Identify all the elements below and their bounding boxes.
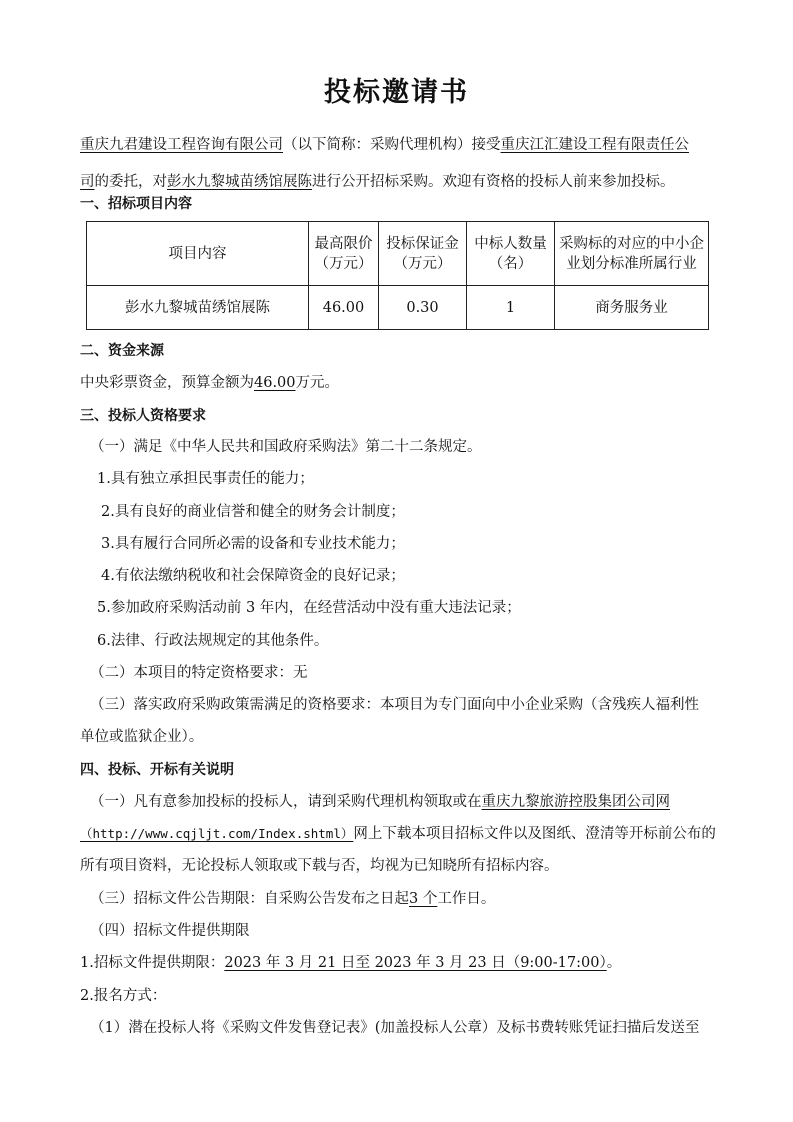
- funding-line: [80, 373, 339, 393]
- qualification-sub-2: （二）本项目的特定资格要求：无: [90, 665, 308, 681]
- announcement-period-line: [90, 889, 495, 909]
- registration-method-heading: 2.报名方式：: [80, 988, 167, 1004]
- section-4-heading: 四、投标、开标有关说明: [80, 762, 234, 778]
- provision-period-heading: （四）招标文件提供期限: [90, 923, 250, 939]
- provision-text-post: 。: [606, 955, 622, 971]
- project-name: 彭水九黎城苗绣馆展陈: [167, 174, 312, 190]
- header-item: 项目内容: [87, 222, 309, 286]
- header-deposit: 投标保证金（万元）: [379, 222, 467, 286]
- bidding-para-1-text: （一）凡有意参加投标的投标人，请到采购代理机构领取或在: [90, 794, 482, 810]
- section-2-heading: 二、资金来源: [80, 343, 164, 359]
- cell-item: 彭水九黎城苗绣馆展陈: [87, 286, 309, 330]
- qualification-item: 3.具有履行合同所必需的设备和专业技术能力；: [101, 536, 405, 552]
- header-winners: 中标人数量（名）: [467, 222, 555, 286]
- bidding-para-1-mid: 网上下载本项目招标文件以及图纸、澄清等开标前公布的: [353, 826, 716, 842]
- cell-winners: 1: [467, 286, 555, 330]
- funding-text-post: 万元。: [295, 375, 340, 391]
- provision-period-dates: 2023 年 3 月 21 日至 2023 年 3 月 23 日（9:00-17:00）: [224, 955, 607, 971]
- qualification-item: 5.参加政府采购活动前 3 年内，在经营活动中没有重大违法记录；: [97, 600, 521, 616]
- announcement-text-pre: （三）招标文件公告期限：自采购公告发布之日起: [90, 891, 409, 907]
- announcement-text-post: 工作日。: [437, 891, 496, 907]
- budget-amount: 46.00: [254, 375, 296, 391]
- client-name-tail: 司: [80, 174, 95, 190]
- qualification-sub-1: （一）满足《中华人民共和国政府采购法》第二十二条规定。: [90, 439, 482, 455]
- section-3-heading: 三、投标人资格要求: [80, 408, 206, 424]
- cell-industry: 商务服务业: [555, 286, 709, 330]
- provision-text-pre: 1.招标文件提供期限：: [80, 955, 225, 971]
- bidding-para-1-line-1: [90, 792, 670, 812]
- qualification-item: 1.具有独立承担民事责任的能力；: [97, 471, 314, 487]
- intro-text-1: （以下简称：采购代理机构）接受: [283, 137, 501, 153]
- qualification-sub-3-line-2: 单位或监狱企业）。: [80, 729, 204, 745]
- section-1-heading: 一、招标项目内容: [80, 196, 192, 212]
- website-url[interactable]: （http://www.cqjljt.com/Index.shtml）: [80, 826, 354, 841]
- header-industry: 采购标的对应的中小企业划分标准所属行业: [555, 222, 709, 286]
- intro-text-2: 的委托，对: [94, 174, 167, 190]
- page-title: 投标邀请书: [324, 77, 469, 108]
- bidding-para-1-line-2: [80, 824, 716, 844]
- provision-period-line: [80, 953, 621, 973]
- agency-name: 重庆九君建设工程咨询有限公司: [80, 137, 283, 153]
- header-max-price: 最高限价（万元）: [309, 222, 379, 286]
- funding-text-pre: 中央彩票资金，预算金额为: [80, 375, 254, 391]
- qualification-sub-3-line-1: （三）落实政府采购政策需满足的资格要求：本项目为专门面向中小企业采购（含残疾人福利性: [90, 697, 699, 713]
- announcement-days: 3 个: [409, 891, 438, 907]
- table-header-row: [87, 222, 709, 286]
- qualification-item: 6.法律、行政法规规定的其他条件。: [97, 633, 329, 649]
- qualification-item: 4.有依法缴纳税收和社会保障资金的良好记录；: [101, 568, 405, 584]
- qualification-item: 2.具有良好的商业信誉和健全的财务会计制度；: [101, 504, 405, 520]
- bidding-para-1-line-3: 所有项目资料，无论投标人领取或下载与否，均视为已知晓所有招标内容。: [80, 858, 559, 874]
- intro-line-1: [80, 135, 689, 155]
- project-table: [86, 221, 709, 330]
- intro-text-3: 进行公开招标采购。欢迎有资格的投标人前来参加投标。: [312, 174, 675, 190]
- intro-line-2: [80, 172, 675, 192]
- cell-max-price: 46.00: [309, 286, 379, 330]
- cell-deposit: 0.30: [379, 286, 467, 330]
- website-name: 重庆九黎旅游控股集团公司网: [481, 794, 670, 810]
- table-row: [87, 286, 709, 330]
- client-name: 重庆江汇建设工程有限责任公: [500, 137, 689, 153]
- registration-method-item-1: （1）潜在投标人将《采购文件发售登记表》(加盖投标人公章）及标书费转账凭证扫描后发送至: [90, 1020, 700, 1036]
